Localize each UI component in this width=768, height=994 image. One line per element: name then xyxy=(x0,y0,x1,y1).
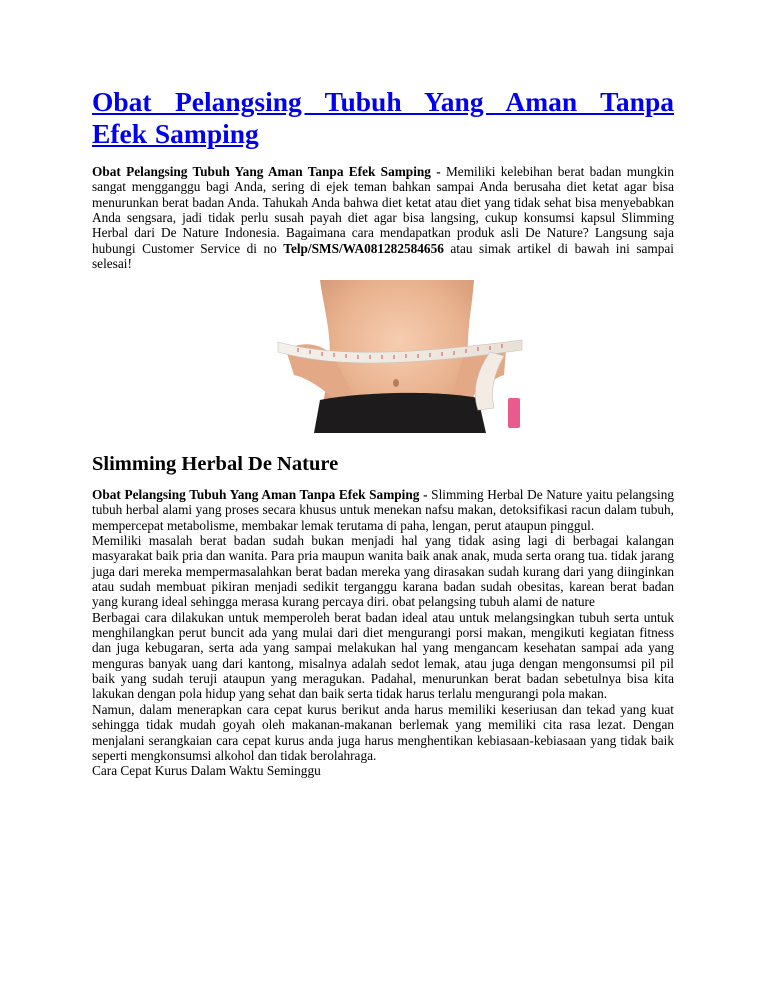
section-paragraph-1 xyxy=(92,487,674,533)
section-paragraph-5: Cara Cepat Kurus Dalam Waktu Seminggu xyxy=(92,763,321,779)
title-line-1[interactable]: Obat Pelangsing Tubuh Yang Aman Tanpa xyxy=(92,86,674,117)
section-paragraph-3: Berbagai cara dilakukan untuk memperoleh berat badan ideal atau untuk melangsingkan tubuh serta untuk menghilangkan perut buncit ada yang mulai dari diet mengurangi porsi makan, mengikuti kegiatan fitness dan juga kebugaran, serta ada yang sampai melakukan hal yang mengancam kesehatan sampai ada yang menguras banyak uang dari kantong, misalnya adalah sedot lemak, atau juga dengan mengonsumsi pil pil baik yang sudah teruji ataupun yang meragukan. Padahal, menurunkan berat badan sebetulnya bisa kita lakukan dengan pola hidup yang sehat dan baik serta tidak harus terlalu mengurangi pola makan. xyxy=(92,609,674,702)
article-title-link[interactable] xyxy=(92,86,674,150)
section-body xyxy=(92,487,674,779)
intro-text-end: atau simak artikel di bawah ini sampai selesai! xyxy=(92,240,674,272)
section-paragraph-4: Namun, dalam menerapkan cara cepat kurus berikut anda harus memiliki keseriusan dan tekad yang kuat sehingga tidak mudah goyah oleh makanan-makanan berlemak yang memiliki cita rasa lezat. Dengan menjalani serangkaian cara cepat kurus anda juga harus menghentikan kebiasaan-kebiasaan yang tidak baik seperti mengkonsumsi alkohol dan tidak berolahraga. xyxy=(92,701,674,763)
tape-case-icon xyxy=(508,398,520,428)
hero-image-measuring-tape xyxy=(258,280,540,433)
title-line-2[interactable]: Efek Samping xyxy=(92,118,259,149)
section-heading: Slimming Herbal De Nature xyxy=(92,453,339,475)
intro-paragraph xyxy=(92,164,674,271)
section-paragraph-2: Memiliki masalah berat badan sudah bukan menjadi hal yang tidak asing lagi di berbagai kalangan masyarakat baik pria dan wanita. Para pria maupun wanita baik anak anak, muda serta orang tua. tidak jarang juga dari mereka mempermasalahkan berat badan mereka yang dirasakan sudah kurang dari yang diinginkan atau sudah membuat pikiran menjadi sedikit terganggu karana badan sudah obesitas, karean berat badan yang kurang ideal sehingga merasa kurang percaya diri. obat pelangsing tubuh alami de nature xyxy=(92,533,674,610)
waist-tape-illustration xyxy=(258,280,540,433)
section-text: Slimming Herbal De Nature yaitu pelangsing tubuh herbal alami yang proses secara khusus untuk menekan nafsu makan, detoksifikasi racun dalam tubuh, mempercepat metabolisme, membakar lemak terutama di paha, lengan, perut ataupun pinggul. xyxy=(92,487,674,533)
intro-text: Memiliki kelebihan berat badan mungkin sangat mengganggu bagi Anda, sering di ejek teman bahkan sampai Anda berusaha diet ketat agar bisa menurunkan berat badan Anda. Tahukah Anda bahwa diet ketat atau diet yang tidak sehat bisa menyebabkan Anda sengsara, jadi tidak perlu susah payah diet agar bisa langsing, cukup konsumsi kapsul Slimming Herbal dari De Nature Indonesia. Bagaimana cara mendapatkan produk asli De Nature? Langsung saja hubungi Customer Service di no xyxy=(92,164,674,256)
section-lead: Obat Pelangsing Tubuh Yang Aman Tanpa Efek Samping - xyxy=(92,487,428,502)
contact-number: Telp/SMS/WA081282584656 xyxy=(283,240,444,256)
intro-lead: Obat Pelangsing Tubuh Yang Aman Tanpa Efek Samping - xyxy=(92,164,441,179)
